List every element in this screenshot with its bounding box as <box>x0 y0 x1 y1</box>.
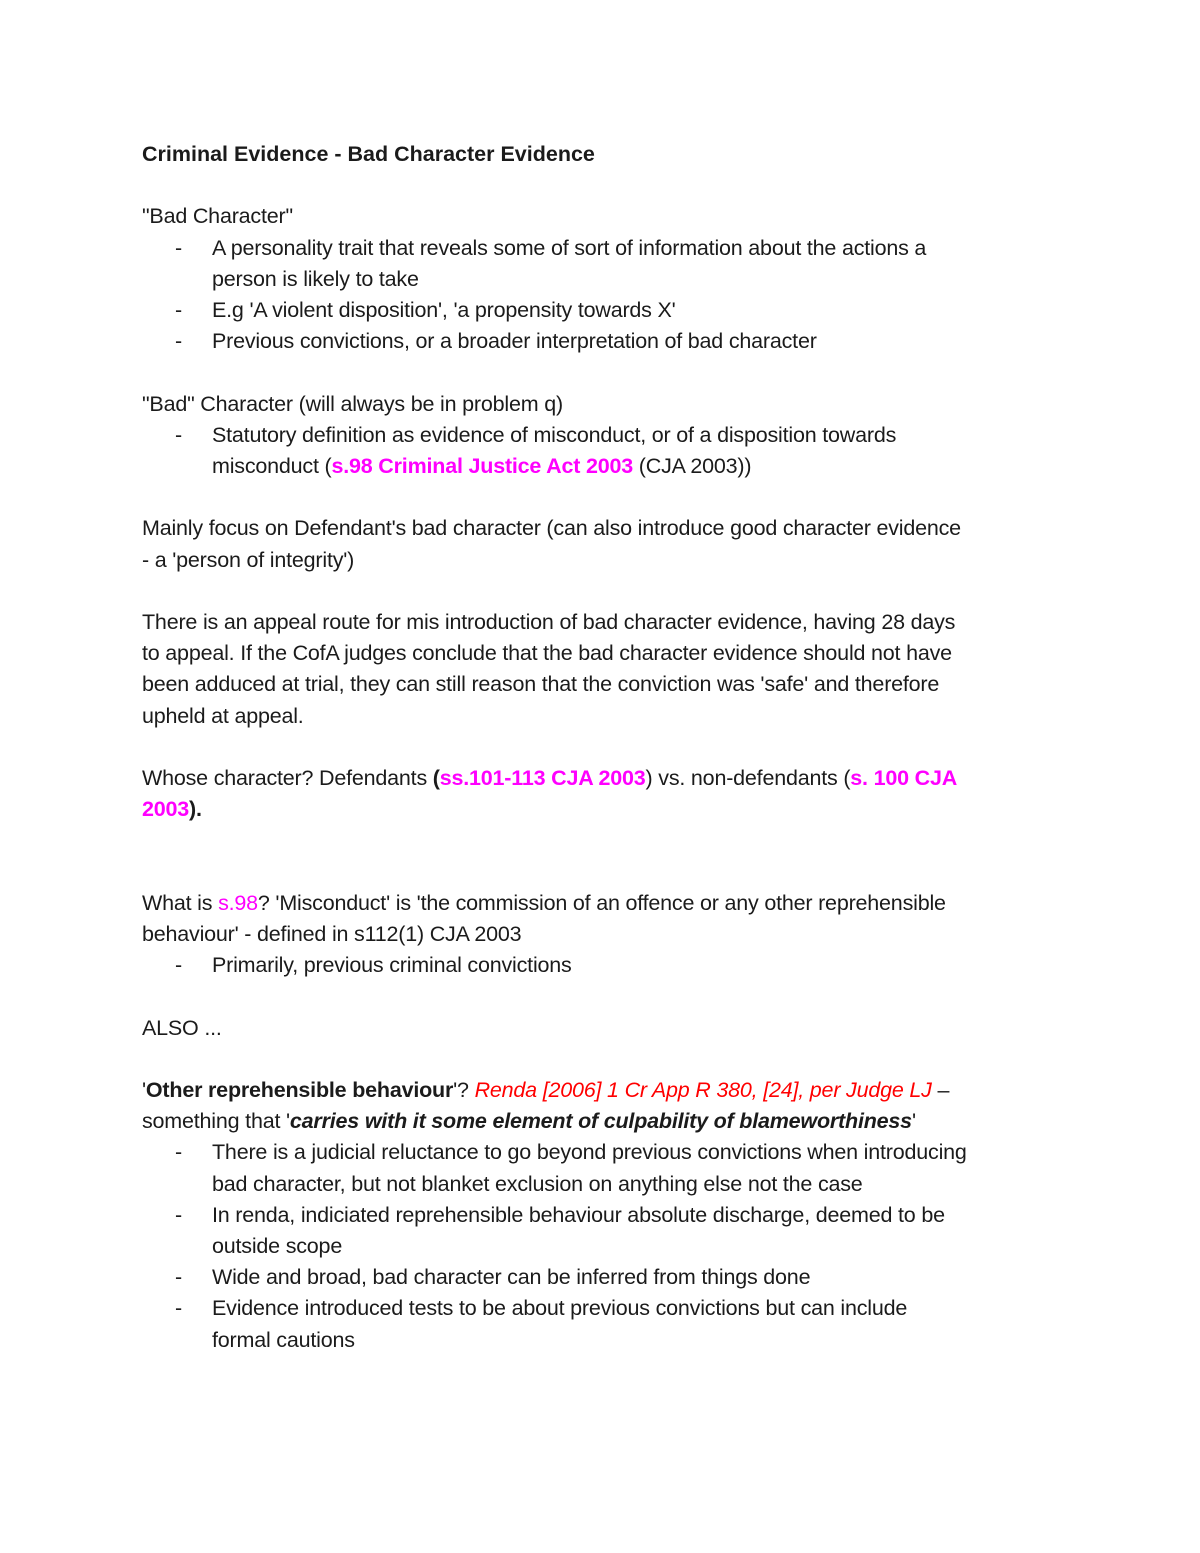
spacer <box>142 981 1072 1012</box>
bullet-dash: - <box>175 1296 182 1321</box>
list-item: - E.g 'A violent disposition', 'a propensity towards X' <box>142 295 1072 326</box>
paragraph-line: behaviour' - defined in s112(1) CJA 2003 <box>142 921 522 946</box>
paragraph-line: What is s.98? 'Misconduct' is 'the commission of an offence or any other reprehensible <box>142 890 946 915</box>
list-item: - Previous convictions, or a broader interpretation of bad character <box>142 326 1072 357</box>
list-item: - Primarily, previous criminal convictions <box>142 950 1072 981</box>
section-heading-bad-quoted: "Bad" Character (will always be in problem q) <box>142 391 563 416</box>
paragraph-line: Mainly focus on Defendant's bad character (can also introduce good character evidence <box>142 516 961 541</box>
bullet-dash: - <box>175 1140 182 1165</box>
statute-reference: s.98 Criminal Justice Act 2003 <box>331 454 634 478</box>
bullet-dash: - <box>175 329 182 354</box>
spacer <box>142 732 1072 763</box>
bullet-dash: - <box>175 1265 182 1290</box>
document-page <box>142 139 1072 1356</box>
list-item: - In renda, indiciated reprehensible behaviour absolute discharge, deemed to be outside scope <box>142 1200 1072 1262</box>
spacer <box>142 825 1072 887</box>
list-item: - Evidence introduced tests to be about previous convictions but can include formal cautions <box>142 1293 1072 1355</box>
quoted-definition: carries with it some element of culpability of blameworthiness <box>289 1109 912 1134</box>
bullet-dash: - <box>175 422 182 447</box>
paragraph-line: There is an appeal route for mis introduction of bad character evidence, having 28 days <box>142 609 956 634</box>
also-label: ALSO ... <box>142 1015 222 1040</box>
statute-reference: ss.101-113 CJA 2003 <box>439 765 646 790</box>
paragraph-line: 'Other reprehensible behaviour'? Renda [2006] 1 Cr App R 380, [24], per Judge LJ – <box>142 1077 950 1102</box>
statute-reference: s. 100 CJA <box>850 765 958 790</box>
spacer <box>142 170 1072 201</box>
bullet-dash: - <box>175 1202 182 1227</box>
spacer <box>142 482 1072 513</box>
spacer <box>142 357 1072 388</box>
spacer <box>142 1044 1072 1075</box>
list-item: - Wide and broad, bad character can be inferred from things done <box>142 1262 1072 1293</box>
paragraph-line: been adduced at trial, they can still reason that the conviction was 'safe' and therefore <box>142 672 940 697</box>
statute-reference: 2003 <box>142 797 190 822</box>
paragraph-line: - a 'person of integrity') <box>142 547 355 572</box>
paragraph-line: to appeal. If the CofA judges conclude that the bad character evidence should not have <box>142 641 952 666</box>
paragraph-line: upheld at appeal. <box>142 703 304 728</box>
section-heading-bad-character: "Bad Character" <box>142 204 293 229</box>
paragraph-line: something that 'carries with it some element of culpability of blameworthiness' <box>142 1109 916 1134</box>
list-item: - A personality trait that reveals some of sort of information about the actions a person is likely to take <box>142 233 1072 295</box>
spacer <box>142 576 1072 607</box>
paragraph-line: Whose character? Defendants (ss.101-113 CJA 2003) vs. non-defendants (s. 100 CJA <box>142 765 958 790</box>
document-title: Criminal Evidence - Bad Character Evidence <box>142 142 595 166</box>
case-reference: Renda [2006] 1 Cr App R 380, [24], per Judge LJ <box>474 1077 932 1102</box>
list-item: - There is a judicial reluctance to go beyond previous convictions when introducing bad character, but not blanket exclusion on anything else not the case <box>142 1137 1072 1199</box>
bullet-dash: - <box>175 953 182 978</box>
statute-reference: s.98 <box>218 890 258 915</box>
bullet-dash: - <box>175 235 182 260</box>
paragraph-line: 2003). <box>142 797 202 822</box>
bullet-dash: - <box>175 298 182 322</box>
list-item: - Statutory definition as evidence of misconduct, or of a disposition towards misconduct (s.98 Criminal Justice Act 2003 (CJA 2003)) <box>142 420 1072 482</box>
